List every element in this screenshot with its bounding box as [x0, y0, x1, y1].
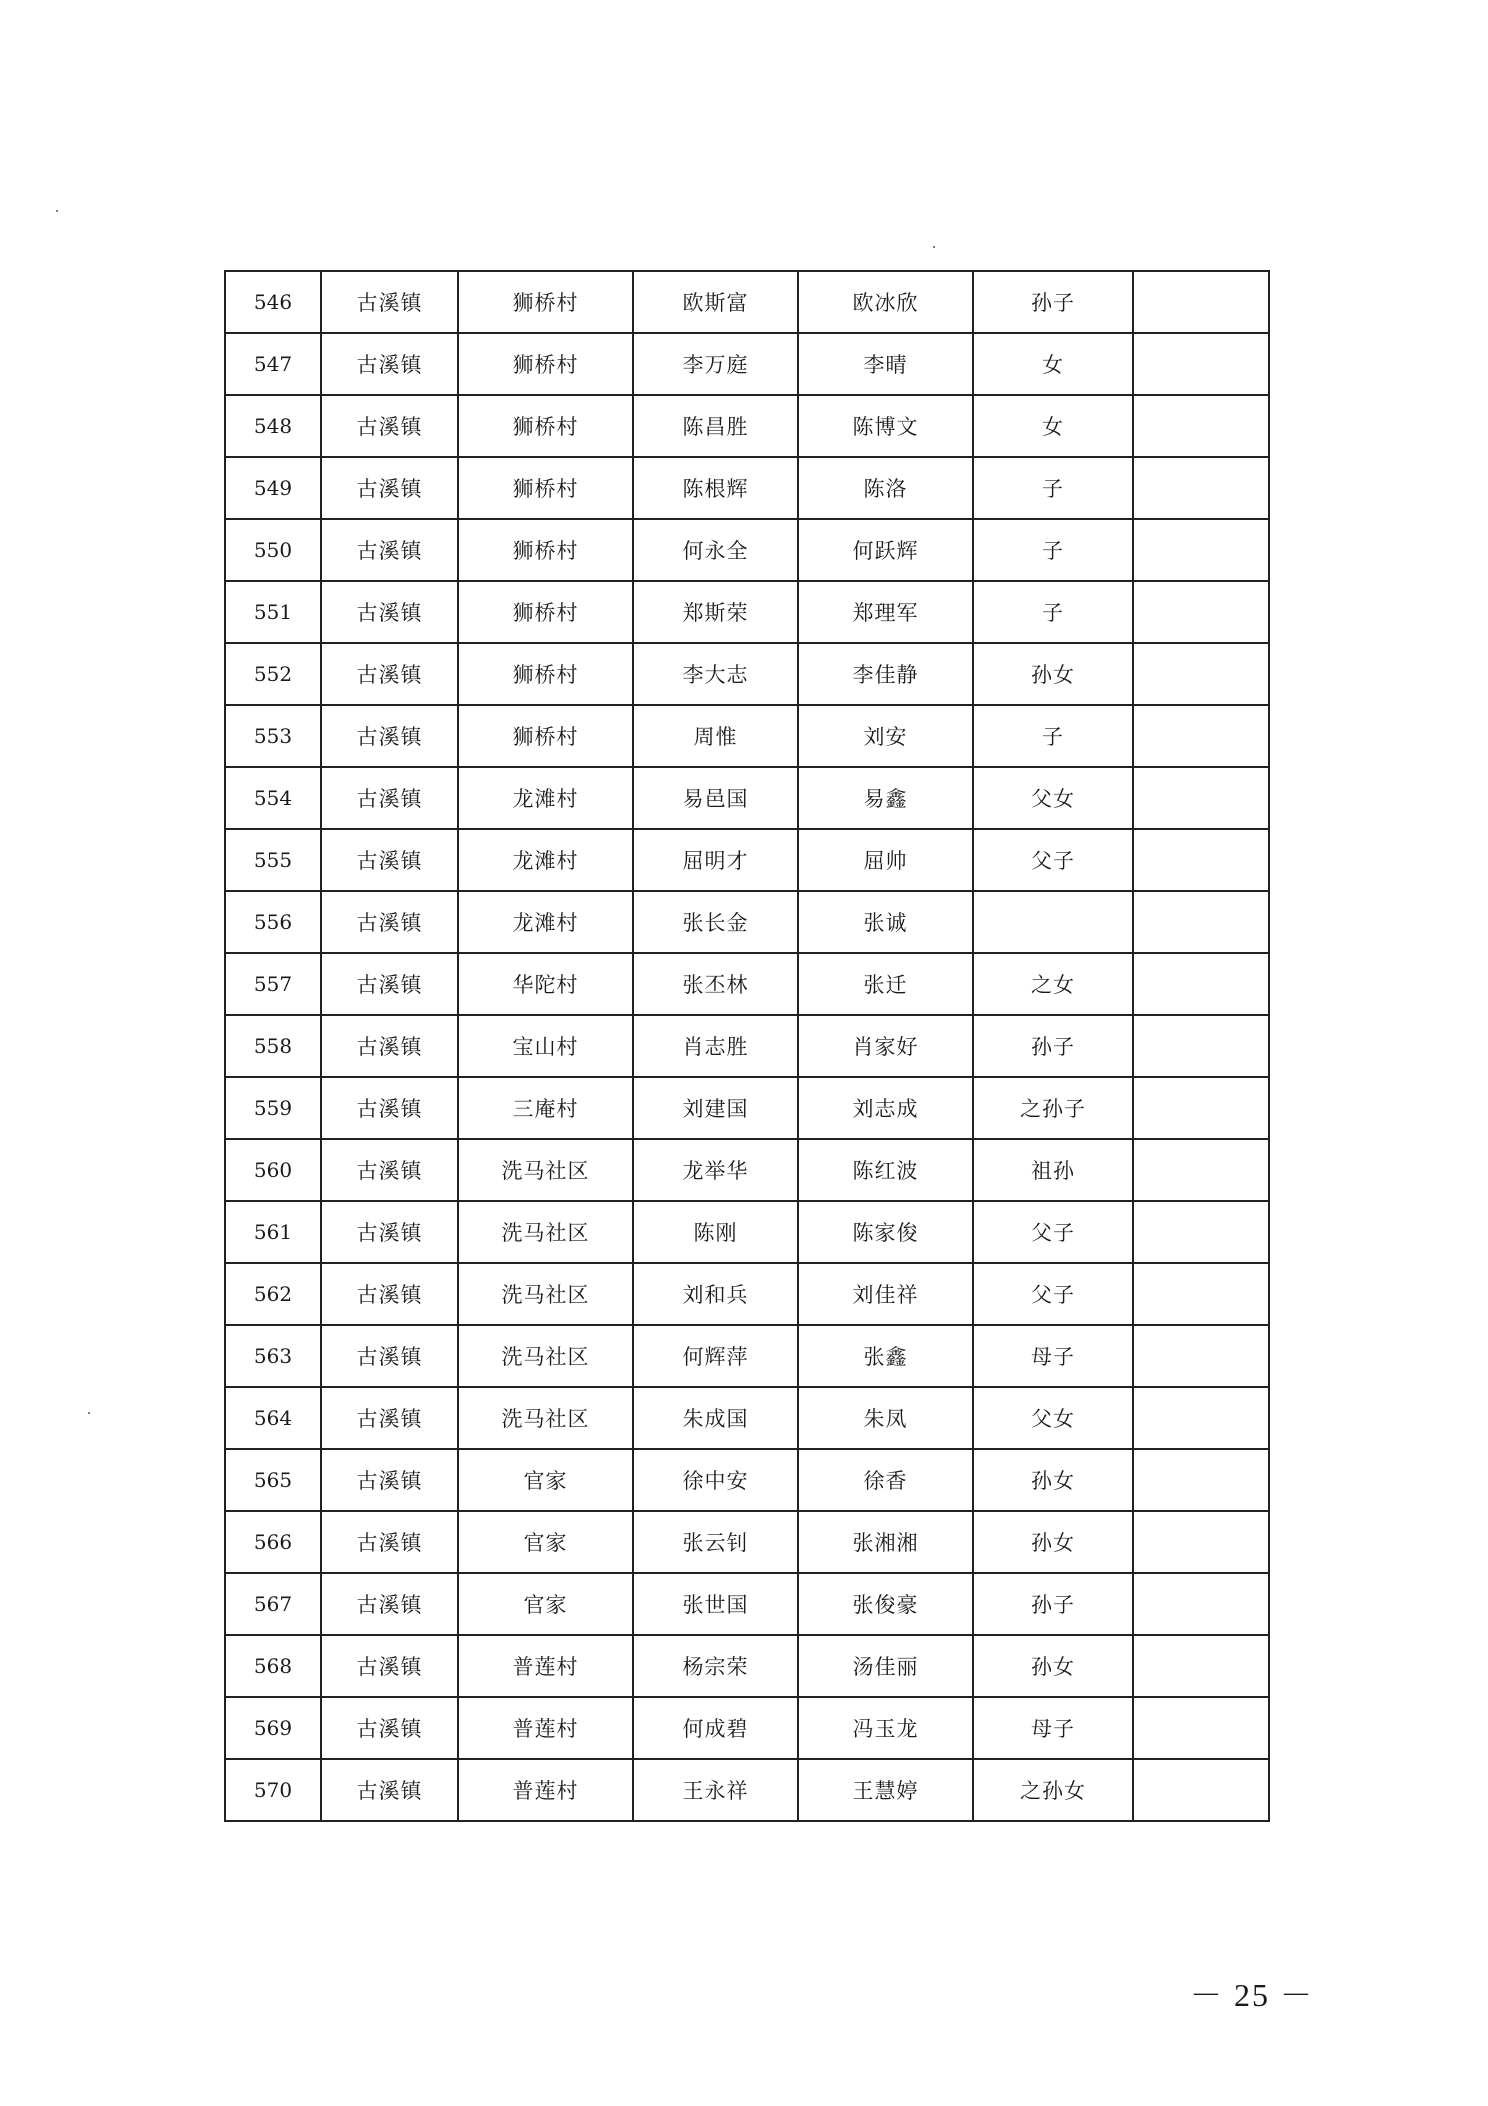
table-row [225, 1697, 1269, 1759]
row-number-cell: 549 [225, 457, 321, 519]
remark-cell [1133, 1573, 1269, 1635]
remark-cell [1133, 1263, 1269, 1325]
roster-table [224, 270, 1270, 1822]
remark-cell [1133, 1201, 1269, 1263]
relation-cell: 子 [973, 705, 1133, 767]
table-row [225, 1511, 1269, 1573]
relation-cell: 母子 [973, 1697, 1133, 1759]
applicant-name-cell: 肖志胜 [633, 1015, 798, 1077]
scan-speck [56, 210, 58, 212]
student-name-cell: 郑理军 [798, 581, 973, 643]
table-row [225, 1263, 1269, 1325]
student-name-cell: 王慧婷 [798, 1759, 973, 1821]
remark-cell [1133, 1139, 1269, 1201]
relation-cell: 父子 [973, 1263, 1133, 1325]
village-cell: 洗马社区 [458, 1325, 633, 1387]
remark-cell [1133, 395, 1269, 457]
town-cell: 古溪镇 [321, 581, 458, 643]
relation-cell: 女 [973, 333, 1133, 395]
row-number-cell: 568 [225, 1635, 321, 1697]
applicant-name-cell: 陈刚 [633, 1201, 798, 1263]
village-cell: 狮桥村 [458, 271, 633, 333]
town-cell: 古溪镇 [321, 1635, 458, 1697]
student-name-cell: 李晴 [798, 333, 973, 395]
applicant-name-cell: 李大志 [633, 643, 798, 705]
remark-cell [1133, 1077, 1269, 1139]
student-name-cell: 陈红波 [798, 1139, 973, 1201]
roster-table-body [225, 271, 1269, 1821]
village-cell: 普莲村 [458, 1635, 633, 1697]
student-name-cell: 李佳静 [798, 643, 973, 705]
village-cell: 狮桥村 [458, 643, 633, 705]
table-row [225, 705, 1269, 767]
town-cell: 古溪镇 [321, 1325, 458, 1387]
remark-cell [1133, 767, 1269, 829]
scan-speck [933, 246, 935, 248]
row-number-cell: 548 [225, 395, 321, 457]
town-cell: 古溪镇 [321, 643, 458, 705]
town-cell: 古溪镇 [321, 891, 458, 953]
relation-cell: 孙女 [973, 1449, 1133, 1511]
town-cell: 古溪镇 [321, 457, 458, 519]
row-number-cell: 569 [225, 1697, 321, 1759]
applicant-name-cell: 张丕林 [633, 953, 798, 1015]
village-cell: 官家 [458, 1573, 633, 1635]
student-name-cell: 欧冰欣 [798, 271, 973, 333]
row-number-cell: 555 [225, 829, 321, 891]
row-number-cell: 556 [225, 891, 321, 953]
village-cell: 普莲村 [458, 1697, 633, 1759]
applicant-name-cell: 周惟 [633, 705, 798, 767]
village-cell: 龙滩村 [458, 767, 633, 829]
applicant-name-cell: 杨宗荣 [633, 1635, 798, 1697]
town-cell: 古溪镇 [321, 1387, 458, 1449]
table-row [225, 333, 1269, 395]
town-cell: 古溪镇 [321, 1573, 458, 1635]
table-row [225, 953, 1269, 1015]
town-cell: 古溪镇 [321, 1201, 458, 1263]
town-cell: 古溪镇 [321, 705, 458, 767]
town-cell: 古溪镇 [321, 1449, 458, 1511]
applicant-name-cell: 易邑国 [633, 767, 798, 829]
remark-cell [1133, 705, 1269, 767]
applicant-name-cell: 王永祥 [633, 1759, 798, 1821]
row-number-cell: 562 [225, 1263, 321, 1325]
applicant-name-cell: 龙举华 [633, 1139, 798, 1201]
student-name-cell: 屈帅 [798, 829, 973, 891]
relation-cell: 孙女 [973, 1635, 1133, 1697]
row-number-cell: 553 [225, 705, 321, 767]
table-row [225, 395, 1269, 457]
row-number-cell: 559 [225, 1077, 321, 1139]
applicant-name-cell: 张长金 [633, 891, 798, 953]
village-cell: 洗马社区 [458, 1139, 633, 1201]
remark-cell [1133, 643, 1269, 705]
applicant-name-cell: 徐中安 [633, 1449, 798, 1511]
village-cell: 狮桥村 [458, 519, 633, 581]
village-cell: 狮桥村 [458, 581, 633, 643]
town-cell: 古溪镇 [321, 1511, 458, 1573]
table-row [225, 1325, 1269, 1387]
row-number-cell: 552 [225, 643, 321, 705]
scan-speck [88, 1412, 90, 1414]
village-cell: 普莲村 [458, 1759, 633, 1821]
relation-cell: 子 [973, 519, 1133, 581]
remark-cell [1133, 519, 1269, 581]
town-cell: 古溪镇 [321, 1077, 458, 1139]
table-row [225, 1201, 1269, 1263]
student-name-cell: 冯玉龙 [798, 1697, 973, 1759]
town-cell: 古溪镇 [321, 829, 458, 891]
relation-cell: 之女 [973, 953, 1133, 1015]
relation-cell: 父子 [973, 829, 1133, 891]
student-name-cell: 张诚 [798, 891, 973, 953]
remark-cell [1133, 1325, 1269, 1387]
applicant-name-cell: 朱成国 [633, 1387, 798, 1449]
row-number-cell: 551 [225, 581, 321, 643]
row-number-cell: 564 [225, 1387, 321, 1449]
remark-cell [1133, 953, 1269, 1015]
table-row [225, 891, 1269, 953]
remark-cell [1133, 1015, 1269, 1077]
student-name-cell: 刘志成 [798, 1077, 973, 1139]
village-cell: 龙滩村 [458, 829, 633, 891]
row-number-cell: 560 [225, 1139, 321, 1201]
remark-cell [1133, 1697, 1269, 1759]
student-name-cell: 张鑫 [798, 1325, 973, 1387]
table-row [225, 1573, 1269, 1635]
village-cell: 洗马社区 [458, 1387, 633, 1449]
village-cell: 洗马社区 [458, 1263, 633, 1325]
table-row [225, 1387, 1269, 1449]
applicant-name-cell: 刘建国 [633, 1077, 798, 1139]
town-cell: 古溪镇 [321, 1263, 458, 1325]
student-name-cell: 徐香 [798, 1449, 973, 1511]
remark-cell [1133, 891, 1269, 953]
row-number-cell: 566 [225, 1511, 321, 1573]
table-row [225, 1759, 1269, 1821]
student-name-cell: 张俊豪 [798, 1573, 973, 1635]
student-name-cell: 张迁 [798, 953, 973, 1015]
applicant-name-cell: 屈明才 [633, 829, 798, 891]
student-name-cell: 汤佳丽 [798, 1635, 973, 1697]
table-row [225, 1077, 1269, 1139]
remark-cell [1133, 1387, 1269, 1449]
village-cell: 华陀村 [458, 953, 633, 1015]
row-number-cell: 565 [225, 1449, 321, 1511]
town-cell: 古溪镇 [321, 333, 458, 395]
town-cell: 古溪镇 [321, 1759, 458, 1821]
student-name-cell: 张湘湘 [798, 1511, 973, 1573]
student-name-cell: 陈洛 [798, 457, 973, 519]
applicant-name-cell: 张云钊 [633, 1511, 798, 1573]
student-name-cell: 何跃辉 [798, 519, 973, 581]
town-cell: 古溪镇 [321, 1015, 458, 1077]
relation-cell: 祖孙 [973, 1139, 1133, 1201]
table-row [225, 271, 1269, 333]
remark-cell [1133, 333, 1269, 395]
village-cell: 狮桥村 [458, 705, 633, 767]
student-name-cell: 肖家好 [798, 1015, 973, 1077]
relation-cell: 孙子 [973, 1015, 1133, 1077]
table-row [225, 1635, 1269, 1697]
relation-cell: 之孙女 [973, 1759, 1133, 1821]
row-number-cell: 557 [225, 953, 321, 1015]
village-cell: 狮桥村 [458, 457, 633, 519]
remark-cell [1133, 457, 1269, 519]
row-number-cell: 570 [225, 1759, 321, 1821]
village-cell: 狮桥村 [458, 333, 633, 395]
relation-cell: 父女 [973, 767, 1133, 829]
village-cell: 三庵村 [458, 1077, 633, 1139]
applicant-name-cell: 何成碧 [633, 1697, 798, 1759]
table-row [225, 767, 1269, 829]
remark-cell [1133, 1511, 1269, 1573]
applicant-name-cell: 张世国 [633, 1573, 798, 1635]
table-row [225, 1139, 1269, 1201]
row-number-cell: 558 [225, 1015, 321, 1077]
village-cell: 官家 [458, 1511, 633, 1573]
village-cell: 宝山村 [458, 1015, 633, 1077]
row-number-cell: 554 [225, 767, 321, 829]
table-row [225, 457, 1269, 519]
table-row [225, 643, 1269, 705]
student-name-cell: 陈家俊 [798, 1201, 973, 1263]
town-cell: 古溪镇 [321, 767, 458, 829]
relation-cell: 孙女 [973, 1511, 1133, 1573]
town-cell: 古溪镇 [321, 1139, 458, 1201]
relation-cell: 子 [973, 457, 1133, 519]
town-cell: 古溪镇 [321, 1697, 458, 1759]
table-row [225, 1015, 1269, 1077]
relation-cell: 母子 [973, 1325, 1133, 1387]
town-cell: 古溪镇 [321, 271, 458, 333]
student-name-cell: 易鑫 [798, 767, 973, 829]
relation-cell: 父女 [973, 1387, 1133, 1449]
applicant-name-cell: 欧斯富 [633, 271, 798, 333]
row-number-cell: 547 [225, 333, 321, 395]
student-name-cell: 朱凤 [798, 1387, 973, 1449]
remark-cell [1133, 1635, 1269, 1697]
student-name-cell: 刘安 [798, 705, 973, 767]
table-row [225, 829, 1269, 891]
student-name-cell: 陈博文 [798, 395, 973, 457]
relation-cell: 父子 [973, 1201, 1133, 1263]
village-cell: 龙滩村 [458, 891, 633, 953]
applicant-name-cell: 陈根辉 [633, 457, 798, 519]
applicant-name-cell: 李万庭 [633, 333, 798, 395]
applicant-name-cell: 何永全 [633, 519, 798, 581]
remark-cell [1133, 581, 1269, 643]
row-number-cell: 561 [225, 1201, 321, 1263]
table-row [225, 519, 1269, 581]
relation-cell: 孙子 [973, 1573, 1133, 1635]
remark-cell [1133, 271, 1269, 333]
village-cell: 官家 [458, 1449, 633, 1511]
applicant-name-cell: 郑斯荣 [633, 581, 798, 643]
row-number-cell: 563 [225, 1325, 321, 1387]
row-number-cell: 567 [225, 1573, 321, 1635]
student-name-cell: 刘佳祥 [798, 1263, 973, 1325]
applicant-name-cell: 陈昌胜 [633, 395, 798, 457]
village-cell: 狮桥村 [458, 395, 633, 457]
table-row [225, 581, 1269, 643]
village-cell: 洗马社区 [458, 1201, 633, 1263]
row-number-cell: 546 [225, 271, 321, 333]
relation-cell: 之孙子 [973, 1077, 1133, 1139]
remark-cell [1133, 1449, 1269, 1511]
remark-cell [1133, 829, 1269, 891]
relation-cell [973, 891, 1133, 953]
town-cell: 古溪镇 [321, 395, 458, 457]
remark-cell [1133, 1759, 1269, 1821]
relation-cell: 孙女 [973, 643, 1133, 705]
relation-cell: 孙子 [973, 271, 1133, 333]
applicant-name-cell: 刘和兵 [633, 1263, 798, 1325]
page-number: － 25 － [1190, 1977, 1315, 2013]
table-row [225, 1449, 1269, 1511]
town-cell: 古溪镇 [321, 953, 458, 1015]
town-cell: 古溪镇 [321, 519, 458, 581]
relation-cell: 子 [973, 581, 1133, 643]
applicant-name-cell: 何辉萍 [633, 1325, 798, 1387]
row-number-cell: 550 [225, 519, 321, 581]
relation-cell: 女 [973, 395, 1133, 457]
